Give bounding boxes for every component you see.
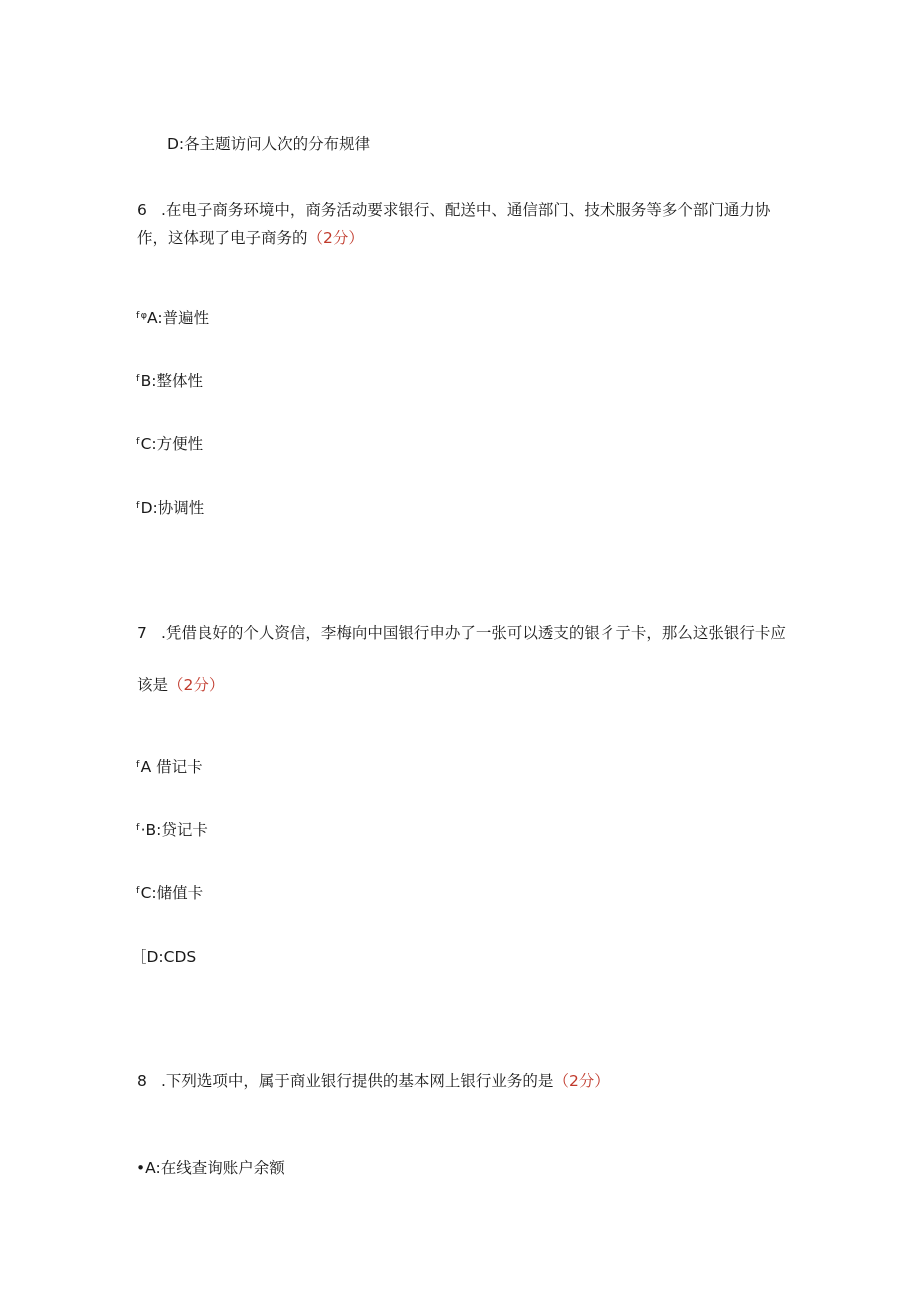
question-7-line1 xyxy=(137,622,786,644)
question-6-line2 xyxy=(137,227,364,249)
prev-option-d[interactable]: D:各主题访问人次的分布规律 xyxy=(167,135,371,153)
question-8-line1 xyxy=(137,1070,610,1092)
question-6-option-b[interactable]: ᶠB:整体性 xyxy=(136,372,203,390)
question-6-number: 6 xyxy=(137,201,147,219)
question-6-text-line2: 作，这体现了电子商务的 xyxy=(137,229,308,247)
question-8-option-a[interactable]: •A:在线查询账户余额 xyxy=(136,1159,285,1177)
question-6-option-d[interactable]: ᶠD:协调性 xyxy=(136,499,205,517)
question-8-number: 8 xyxy=(137,1072,147,1090)
question-7-text-line2: 该是 xyxy=(137,676,169,694)
question-7-line2 xyxy=(137,674,224,696)
question-7-text-line1: .凭借良好的个人资信，李梅向中国银行申办了一张可以透支的银彳亍卡，那么这张银行卡应 xyxy=(161,624,786,642)
question-6-score: （2分） xyxy=(307,229,364,247)
question-6-option-c[interactable]: ᶠC:方便性 xyxy=(136,435,204,453)
question-7-option-d[interactable]: ［D:CDS xyxy=(131,948,197,966)
question-8-score: （2分） xyxy=(553,1072,610,1090)
question-7-score: （2分） xyxy=(168,676,225,694)
question-7-number: 7 xyxy=(137,624,147,642)
question-8-text: .下列选项中，属于商业银行提供的基本网上银行业务的是 xyxy=(161,1072,554,1090)
question-6-option-a[interactable]: ᶠᵠA:普遍性 xyxy=(136,309,210,327)
question-7-option-b[interactable]: ᶠ·B:贷记卡 xyxy=(136,821,208,839)
question-6-line1 xyxy=(137,199,770,221)
question-6-text-line1: .在电子商务环境中，商务活动要求银行、配送中、通信部门、技术服务等多个部门通力协 xyxy=(161,201,771,219)
question-7-option-c[interactable]: ᶠC:储值卡 xyxy=(136,884,204,902)
question-7-option-a[interactable]: ᶠA 借记卡 xyxy=(136,758,203,776)
